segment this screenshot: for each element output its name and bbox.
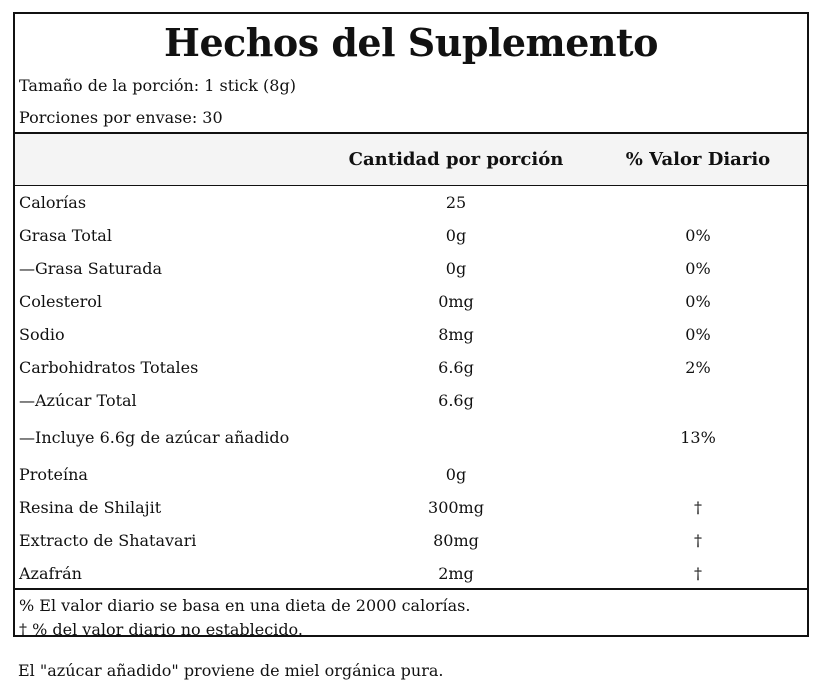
nutrient-dv: †: [694, 531, 702, 550]
nutrient-amount: 8mg: [438, 325, 474, 344]
nutrient-dv: †: [694, 498, 702, 517]
table-row: [15, 252, 807, 285]
header-amount: Cantidad por porción: [348, 149, 564, 170]
nutrient-amount: 6.6g: [438, 358, 474, 377]
nutrient-amount: 0g: [445, 259, 467, 278]
nutrient-amount: 300mg: [428, 498, 484, 517]
nutrient-dv: 0%: [685, 292, 711, 311]
nutrient-amount: 0g: [445, 226, 467, 245]
nutrient-name: Calorías: [19, 193, 87, 212]
nutrient-name: Resina de Shilajit: [19, 498, 162, 517]
nutrient-name: Proteína: [19, 465, 88, 484]
table-row: [15, 458, 807, 491]
nutrient-name: Azafrán: [19, 564, 82, 583]
panel-footnotes: [15, 588, 807, 642]
table-row: [15, 417, 807, 458]
nutrient-dv: 0%: [685, 226, 711, 245]
table-row: [15, 219, 807, 252]
nutrient-amount: 0mg: [438, 292, 474, 311]
footnote-daily-basis: % El valor diario se basa en una dieta de 2000 calorías.: [19, 596, 471, 615]
nutrient-dv: †: [694, 564, 702, 583]
added-sugar-note: El "azúcar añadido" proviene de miel orgánica pura.: [18, 661, 444, 680]
nutrient-name: —Grasa Saturada: [19, 259, 163, 278]
nutrient-dv: 0%: [685, 325, 711, 344]
table-row: [15, 186, 807, 219]
header-daily-value: % Valor Diario: [625, 149, 771, 170]
servings-per-container: Porciones por envase: 30: [19, 108, 223, 127]
table-row: [15, 557, 807, 590]
table-row: [15, 384, 807, 417]
table-row: [15, 524, 807, 557]
nutrient-name: Sodio: [19, 325, 65, 344]
table-row: [15, 285, 807, 318]
nutrient-amount: 6.6g: [438, 391, 474, 410]
nutrient-dv: 0%: [685, 259, 711, 278]
nutrient-name: —Incluye 6.6g de azúcar añadido: [19, 428, 290, 447]
nutrient-name: Extracto de Shatavari: [19, 531, 197, 550]
table-row: [15, 491, 807, 524]
serving-size: Tamaño de la porción: 1 stick (8g): [19, 76, 296, 95]
table-row: [15, 318, 807, 351]
footnote-not-established: † % del valor diario no establecido.: [19, 620, 303, 639]
nutrient-name: —Azúcar Total: [19, 391, 137, 410]
nutrient-amount: 80mg: [433, 531, 479, 550]
table-row: [15, 351, 807, 384]
nutrient-amount: 2mg: [438, 564, 474, 583]
nutrient-rows: [15, 186, 807, 590]
nutrient-dv: 2%: [685, 358, 711, 377]
nutrient-dv: 13%: [680, 428, 716, 447]
panel-title: Hechos del Suplemento: [164, 19, 658, 65]
nutrient-name: Colesterol: [19, 292, 102, 311]
nutrient-amount: 0g: [445, 465, 467, 484]
table-header: [15, 132, 807, 186]
supplement-facts-panel: [13, 12, 809, 637]
nutrient-name: Carbohidratos Totales: [19, 358, 199, 377]
nutrient-amount: 25: [445, 193, 467, 212]
nutrient-name: Grasa Total: [19, 226, 112, 245]
